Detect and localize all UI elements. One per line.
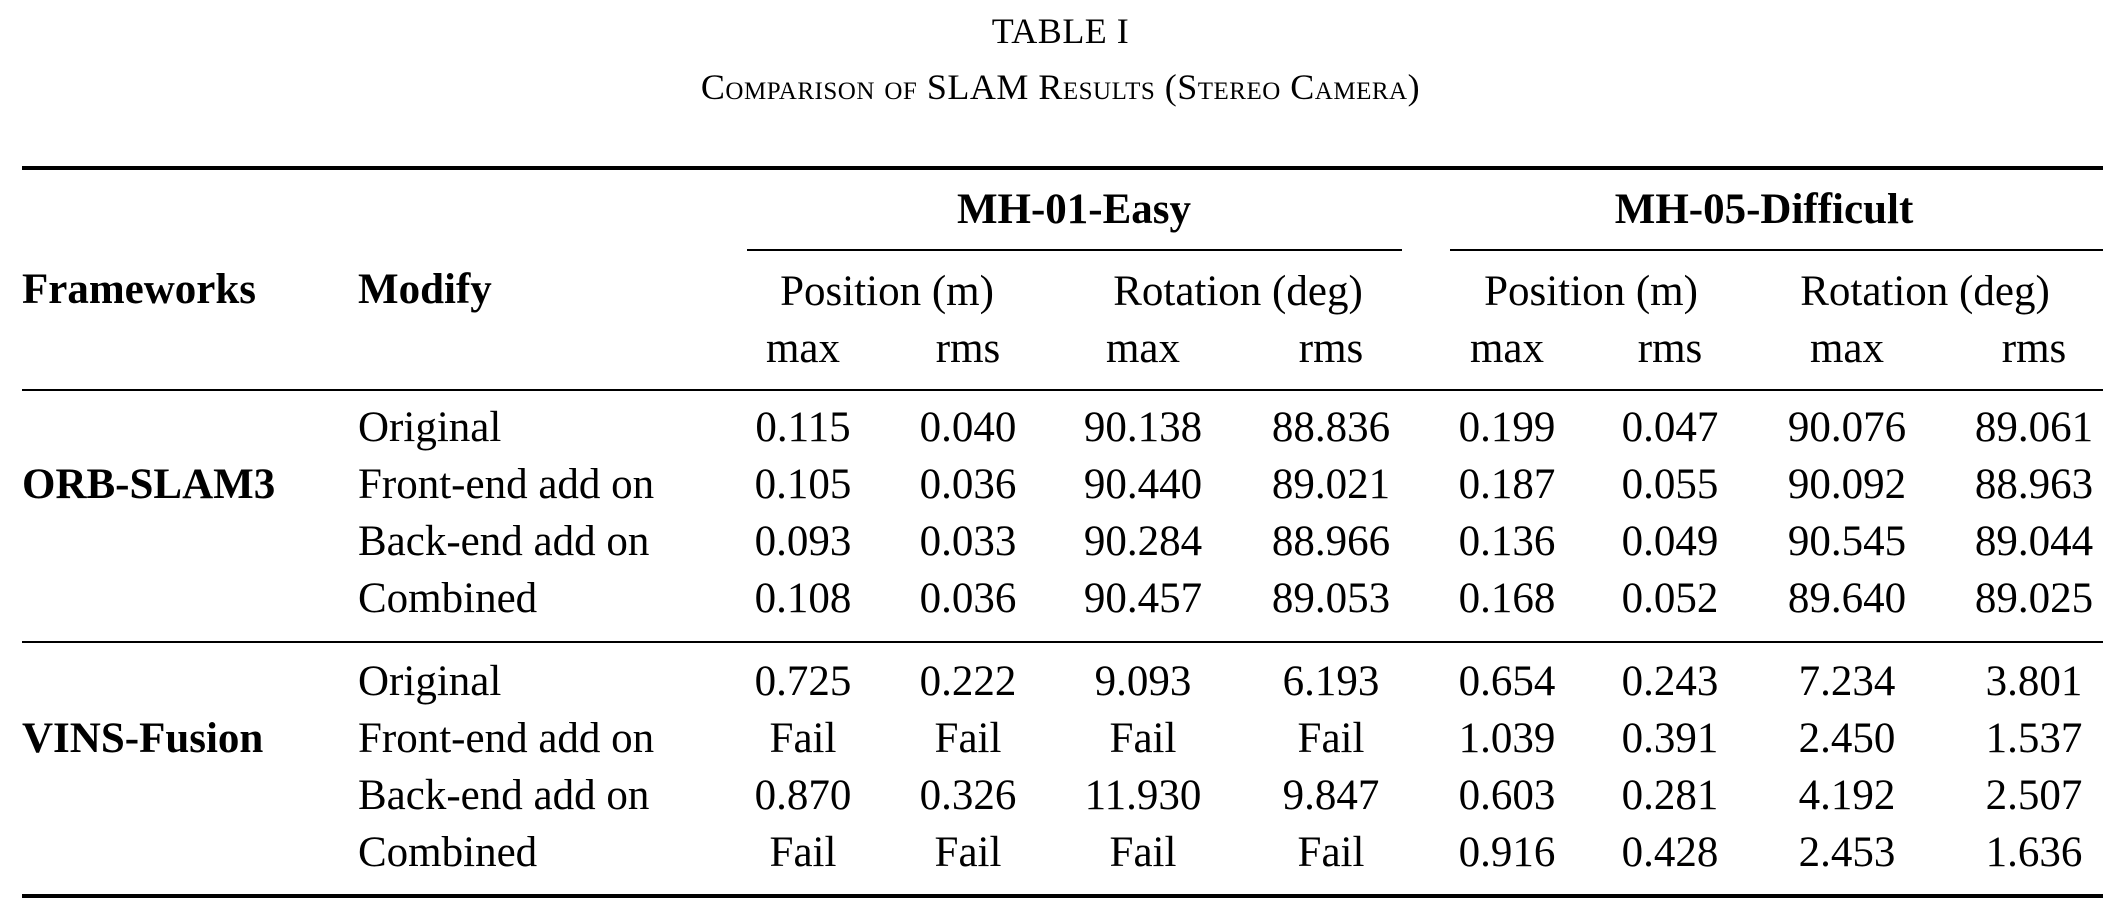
modify-label: Combined [358, 575, 538, 622]
table-cell: 2.507 [1985, 772, 2083, 819]
table-cell: Fail [769, 715, 837, 762]
table-cell: 0.428 [1621, 829, 1719, 876]
dataset-rule-mh01 [747, 249, 1402, 251]
stat-header: rms [2001, 325, 2067, 372]
table-cell: 0.055 [1621, 461, 1719, 508]
table-cell: 0.870 [754, 772, 852, 819]
table-cell: 0.040 [919, 404, 1017, 451]
modify-label: Front-end add on [358, 461, 655, 508]
table-cell: 88.966 [1271, 518, 1391, 565]
table-cell: 0.049 [1621, 518, 1719, 565]
header-rule [22, 389, 2103, 391]
table-cell: 0.036 [919, 461, 1017, 508]
table-cell: 2.450 [1798, 715, 1896, 762]
table-cell: 0.187 [1458, 461, 1556, 508]
table-cell: 0.916 [1458, 829, 1556, 876]
table-cell: 1.039 [1458, 715, 1556, 762]
top-rule [22, 166, 2103, 170]
stat-header: rms [1637, 325, 1703, 372]
table-cell: 90.284 [1083, 518, 1203, 565]
table-cell: Fail [769, 829, 837, 876]
group-position-mh01: Position (m) [780, 268, 994, 315]
table-cell: 89.044 [1974, 518, 2094, 565]
table-cell: 0.243 [1621, 658, 1719, 705]
framework-vins-fusion: VINS-Fusion [22, 715, 264, 762]
modify-label: Original [358, 404, 502, 451]
table-cell: 0.093 [754, 518, 852, 565]
table-cell: 9.847 [1282, 772, 1380, 819]
table-cell: 0.033 [919, 518, 1017, 565]
dataset-mh05-difficult: MH-05-Difficult [1614, 186, 1914, 233]
table-cell: 89.025 [1974, 575, 2094, 622]
dataset-rule-mh05 [1450, 249, 2103, 251]
stat-header: rms [1298, 325, 1364, 372]
table-cell: 89.021 [1271, 461, 1391, 508]
table-cell: 90.440 [1083, 461, 1203, 508]
table-cell: 0.222 [919, 658, 1017, 705]
group-position-mh05: Position (m) [1484, 268, 1698, 315]
table-caption: Comparison of SLAM Results (Stereo Camera) [700, 67, 1421, 107]
table-cell: 1.636 [1985, 829, 2083, 876]
table-cell: Fail [934, 715, 1002, 762]
table-cell: 0.199 [1458, 404, 1556, 451]
modify-label: Back-end add on [358, 772, 650, 819]
table-cell: Fail [1297, 715, 1365, 762]
dataset-mh01-easy: MH-01-Easy [956, 186, 1192, 233]
group-rotation-mh05: Rotation (deg) [1800, 268, 2050, 315]
table-cell: 0.105 [754, 461, 852, 508]
table-cell: 11.930 [1084, 772, 1202, 819]
modify-label: Original [358, 658, 502, 705]
stat-header: max [1809, 325, 1885, 372]
stat-header: rms [935, 325, 1001, 372]
group-rotation-mh01: Rotation (deg) [1113, 268, 1363, 315]
table-cell: 88.963 [1974, 461, 2094, 508]
modify-label: Back-end add on [358, 518, 650, 565]
table-cell: Fail [1297, 829, 1365, 876]
table-cell: 90.545 [1787, 518, 1907, 565]
table-cell: 0.654 [1458, 658, 1556, 705]
table-cell: 0.108 [754, 575, 852, 622]
table-cell: Fail [1109, 715, 1177, 762]
section-rule [22, 641, 2103, 643]
table-cell: 89.640 [1787, 575, 1907, 622]
table-cell: 0.725 [754, 658, 852, 705]
table-cell: 9.093 [1094, 658, 1192, 705]
table-cell: 0.036 [919, 575, 1017, 622]
modify-label: Combined [358, 829, 538, 876]
table-cell: 90.138 [1083, 404, 1203, 451]
header-modify: Modify [358, 266, 492, 313]
header-frameworks: Frameworks [22, 266, 257, 313]
table-cell: 90.457 [1083, 575, 1203, 622]
table-cell: 0.136 [1458, 518, 1556, 565]
table-cell: 0.168 [1458, 575, 1556, 622]
table-cell: 90.092 [1787, 461, 1907, 508]
table-cell: 90.076 [1787, 404, 1907, 451]
table-cell: 0.115 [755, 404, 851, 451]
table-cell: 89.061 [1974, 404, 2094, 451]
stat-header: max [765, 325, 841, 372]
table-cell: 0.326 [919, 772, 1017, 819]
table-cell: 4.192 [1798, 772, 1896, 819]
table-cell: 0.052 [1621, 575, 1719, 622]
stat-header: max [1105, 325, 1181, 372]
table-cell: 7.234 [1798, 658, 1896, 705]
table-cell: 0.391 [1621, 715, 1719, 762]
table-number: TABLE I [991, 11, 1130, 51]
table-cell: 3.801 [1985, 658, 2083, 705]
bottom-rule [22, 894, 2103, 898]
framework-orb-slam3: ORB-SLAM3 [22, 461, 276, 508]
table-cell: 0.047 [1621, 404, 1719, 451]
table-cell: 0.281 [1621, 772, 1719, 819]
table-cell: Fail [934, 829, 1002, 876]
table-cell: Fail [1109, 829, 1177, 876]
table-cell: 1.537 [1985, 715, 2083, 762]
stat-header: max [1469, 325, 1545, 372]
table-cell: 89.053 [1271, 575, 1391, 622]
table-cell: 0.603 [1458, 772, 1556, 819]
modify-label: Front-end add on [358, 715, 655, 762]
table-cell: 2.453 [1798, 829, 1896, 876]
table-cell: 88.836 [1271, 404, 1391, 451]
table-cell: 6.193 [1282, 658, 1380, 705]
